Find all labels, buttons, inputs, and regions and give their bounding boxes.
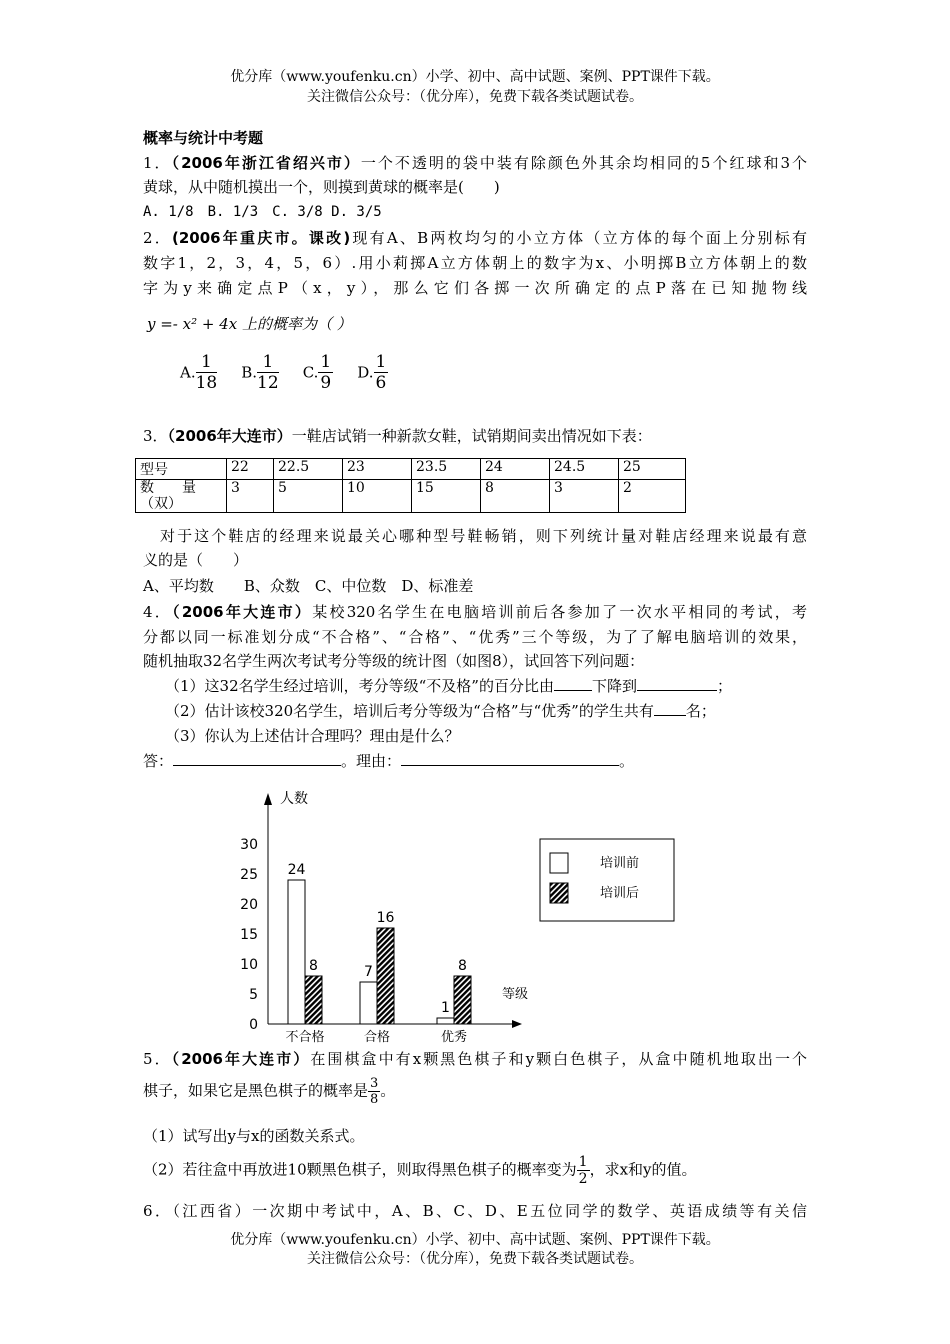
q5-sub2-a: （2）若往盒中再放进10颗黑色棋子，则取得黑色棋子的概率变为 [143,1160,577,1179]
q2-line-a [143,227,807,248]
y-tick-label: 25 [240,867,258,883]
fraction-1-2 [577,1154,590,1187]
q2-option-c [303,352,334,393]
q2-source: (2006年重庆市。课改) [171,229,351,247]
option-fraction [196,352,218,393]
q1-number: 1． [143,154,172,172]
x-tick-label: 不合格 [285,1030,325,1045]
option-label: A. [180,363,196,382]
bar-data-label: 7 [364,964,373,980]
q4-sub1 [165,676,732,696]
q4-sub1-b: 下降到 [591,677,637,695]
bar-after [377,928,394,1024]
q1-source: （2006年浙江省绍兴市） [171,154,361,172]
table-row-sizes [136,459,686,480]
fraction-denominator: 12 [257,373,279,393]
q4-ans-label: 答： [143,752,174,770]
q2-text-a: 现有A、B两枚均匀的小立方体（立方体的每个面上分别标有 [350,229,807,247]
q5-sub2-b: ，求x和y的值。 [589,1160,697,1179]
fraction-numerator: 1 [257,352,279,373]
legend-label: 培训前 [600,856,640,871]
page-title: 概率与统计中考题 [143,129,264,147]
fraction-denominator: 8 [370,1092,379,1107]
q3-options: A、平均数 B、众数 C、中位数 D、标准差 [143,577,474,595]
q4-sub3: （3）你认为上述估计合理吗？理由是什么？ [165,727,460,745]
fraction-numerator: 1 [320,352,332,372]
option-label: D. [357,363,374,382]
footer-line-1: 优分库（www.youfenku.cn）小学、初中、高中试题、案例、PPT课件下载。 [230,1232,720,1248]
table-cell: 23 [343,459,412,480]
quantity-header-b: （双） [140,496,182,512]
answer-blank[interactable] [554,676,592,691]
table-cell: 15 [412,480,481,513]
table-cell: 8 [481,480,550,513]
fraction-denominator: 9 [320,373,332,393]
table-cell: 25 [619,459,686,480]
q5-line-b [143,1076,395,1107]
table-cell: 22 [227,459,274,480]
fraction-numerator: 1 [375,352,387,372]
x-axis-arrow [512,1020,522,1028]
fraction-denominator: 6 [375,373,387,393]
fraction-numerator: 1 [196,352,218,373]
q2-text-b: 数字1，2，3，4，5，6）.用小莉掷A立方体朝上的数字为x、小明掷B立方体朝上的数 [143,254,807,272]
q4-source: （2006年大连市） [172,603,313,621]
legend-swatch [550,883,568,903]
q4-text-b: 分都以同一标准划分成“不合格”、“合格”、“优秀”三个等级，为了了解电脑培训的效果， [143,628,807,646]
q3-source: （2006年大连市） [167,427,292,445]
y-axis-label: 人数 [280,791,308,807]
legend-swatch [550,853,568,873]
bar-data-label: 24 [287,862,306,878]
table-cell: 2 [619,480,686,513]
answer-blank[interactable] [173,751,341,766]
bar-data-label: 1 [441,1000,450,1016]
q4-number: 4． [143,603,173,621]
legend-box [540,839,674,921]
fraction-numerator: 3 [370,1076,379,1091]
y-tick-label: 30 [240,837,258,853]
answer-blank[interactable] [401,751,619,766]
header-line-2: 关注微信公众号：（优分库），免费下载各类试题试卷。 [307,89,643,105]
table-cell: 3 [550,480,619,513]
option-fraction [257,352,279,393]
fraction-3-8 [368,1076,380,1107]
table-cell: 10 [343,480,412,513]
table-header-size: 型号 [136,459,227,480]
q5-source: （2006年大连市） [171,1050,311,1068]
q2-text-c: 字为y来确定点P（x，y），那么它们各掷一次所确定的点P落在已知抛物线 [143,279,807,297]
q2-number: 2． [143,229,172,247]
y-tick-label: 5 [249,987,258,1003]
q3-text-c: 义的是（ ） [143,551,249,569]
q1-options: A. 1/8 B. 1/3 C. 3/8 D. 3/5 [143,204,382,220]
bar-before [437,1018,454,1024]
q6-number: 6． [143,1202,173,1220]
q4-sub2 [165,701,716,721]
q4-reason-label: 。理由： [341,752,402,770]
table-cell: 22.5 [274,459,343,480]
option-fraction [374,352,389,393]
q4-ans-end: 。 [619,752,635,770]
q5-sub2 [143,1154,697,1187]
q5-sub1: （1）试写出y与x的函数关系式。 [143,1127,365,1145]
bar-before [360,982,377,1024]
grade-bar-chart [230,785,690,1050]
q4-text-a: 某校320名学生在电脑培训前后各参加了一次水平相同的考试，考 [312,603,807,621]
q1-line-a [143,152,807,173]
q5-number: 5． [143,1050,172,1068]
shoe-sales-table [135,458,686,513]
x-axis-label: 等级 [502,987,529,1002]
q3-line-a [143,426,652,446]
q4-sub1-a: （1）这32名学生经过培训，考分等级“不及格”的百分比由 [165,677,554,695]
y-axis-arrow [264,793,272,805]
table-cell: 5 [274,480,343,513]
table-header-quantity [136,480,227,513]
q4-text-c: 随机抽取32名学生两次考试考分等级的统计图（如图8），试回答下列问题： [143,652,645,670]
quantity-header-a: 数 量 [140,480,196,496]
fraction-numerator: 1 [578,1154,588,1170]
bar-data-label: 8 [309,958,318,974]
x-tick-label: 合格 [363,1030,391,1045]
bar-data-label: 16 [376,910,395,926]
q2-option-a [180,352,217,393]
q4-answer-line [143,751,634,771]
q3-number: 3． [143,427,168,445]
y-tick-label: 10 [240,957,258,973]
bar-before [288,880,305,1024]
answer-blank[interactable] [654,701,686,716]
legend-label: 培训后 [600,886,640,901]
table-cell: 24 [481,459,550,480]
q1-text-a: 一个不透明的袋中装有除颜色外其余均相同的5个红球和3个 [360,154,808,172]
bar-after [305,976,322,1024]
bar-after [454,976,471,1024]
q4-line-a [143,601,807,622]
q3-text-a: 一鞋店试销一种新款女鞋，试销期间卖出情况如下表： [291,427,652,445]
table-cell: 23.5 [412,459,481,480]
bar-data-label: 8 [458,958,467,974]
q4-sub2-b: 名； [685,702,716,720]
q3-text-b: 对于这个鞋店的经理来说最关心哪种型号鞋畅销，则下列统计量对鞋店经理来说最有意 [160,527,807,545]
option-label: B. [241,363,258,382]
q5-text-b-end: 。 [380,1081,396,1100]
table-cell: 24.5 [550,459,619,480]
option-fraction [318,352,333,393]
q5-text-b: 棋子，如果它是黑色棋子的概率是 [143,1081,369,1100]
x-tick-label: 优秀 [440,1030,468,1045]
y-tick-label: 15 [240,927,258,943]
answer-blank[interactable] [637,676,717,691]
footer-line-2: 关注微信公众号：（优分库），免费下载各类试题试卷。 [307,1251,643,1267]
q4-sub1-c: ； [717,677,733,695]
q2-option-b [241,352,278,393]
q2-options [180,352,412,393]
q5-line-a [143,1048,807,1069]
q5-text-a: 在围棋盒中有x颗黑色棋子和y颗白色棋子，从盒中随机地取出一个 [310,1050,808,1068]
fraction-denominator: 18 [195,373,218,393]
header-line-1: 优分库（www.youfenku.cn）小学、初中、高中试题、案例、PPT课件下载。 [230,69,720,85]
q4-sub2-a: （2）估计该校320名学生，培训后考分等级为“合格”与“优秀”的学生共有 [165,702,654,720]
q2-formula: y =- x² + 4x 上的概率为（ ） [147,315,352,333]
y-tick-label: 0 [249,1017,258,1033]
q2-option-d [357,352,388,393]
fraction-denominator: 2 [578,1171,588,1187]
q6-line [143,1200,807,1221]
option-label: C. [302,363,319,382]
table-row-quantities [136,480,686,513]
table-cell: 3 [227,480,274,513]
q6-text: （江西省）一次期中考试中，A、B、C、D、E五位同学的数学、英语成绩等有关信 [172,1202,808,1220]
q1-text-b: 黄球，从中随机摸出一个，则摸到黄球的概率是( ) [143,178,500,196]
y-tick-label: 20 [240,897,258,913]
